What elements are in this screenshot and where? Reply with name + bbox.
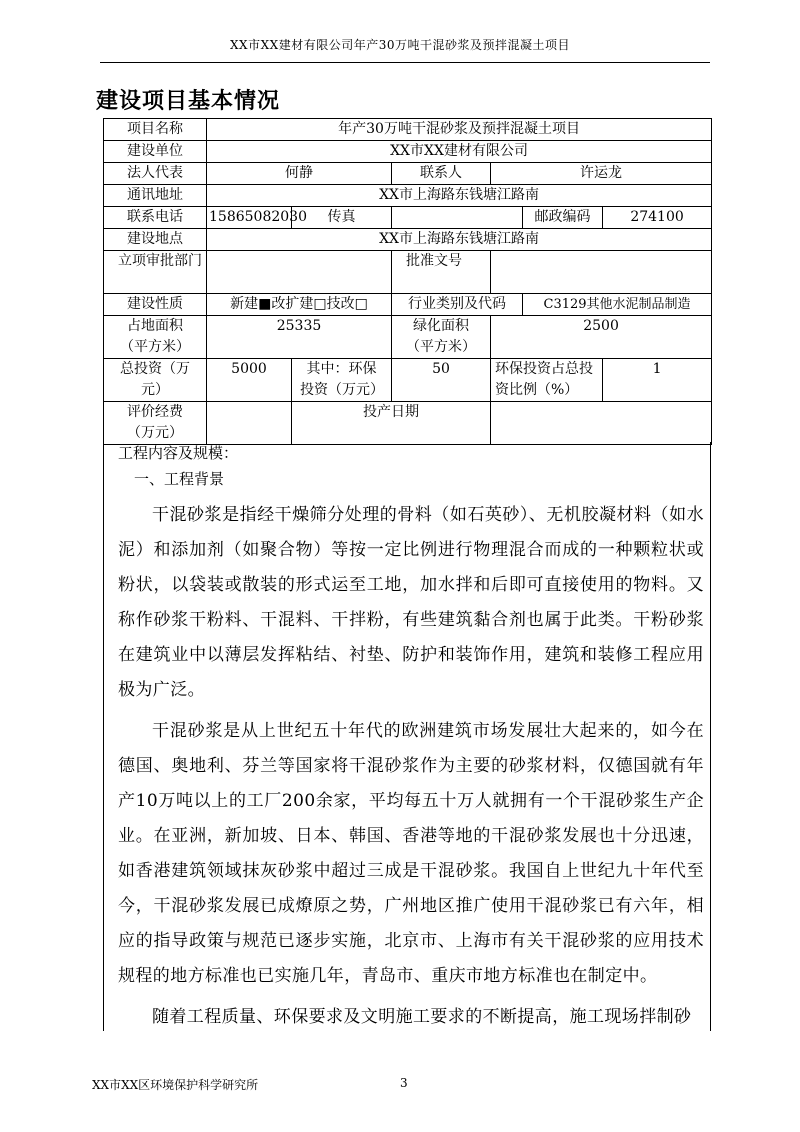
approval-no-value xyxy=(491,251,712,294)
page-number: 3 xyxy=(400,1076,408,1090)
eval-fee-label: 评价经费（万元） xyxy=(104,402,207,445)
content-heading: 工程内容及规模： xyxy=(118,444,239,462)
paragraph: 干混砂浆是指经干燥筛分处理的骨料（如石英砂）、无机胶凝材料（如水泥）和添加剂（如聚合物）等按一定比例进行物理混合而成的一种颗粒状或粉状，以袋装或散装的形式运至工地，加水拌和后即可直接使用的物料。又称作砂浆干粉料、干混料、干拌粉，有些建筑黏合剂也属于此类。干粉砂浆在建筑业中以薄层发挥粘结、衬垫、防护和装饰作用，建筑和装修工程应用极为广泛。 xyxy=(118,505,704,700)
env-ratio-value: 1 xyxy=(603,359,712,402)
project-name-value: 年产30万吨干混砂浆及预拌混凝土项目 xyxy=(207,119,712,141)
approval-dept-label: 立项审批部门 xyxy=(104,251,207,294)
page-title: 建设项目基本情况 xyxy=(96,89,281,114)
paragraph: 随着工程质量、环保要求及文明施工要求的不断提高，施工现场拌制砂 xyxy=(152,1007,692,1027)
prod-date-value xyxy=(491,402,712,445)
approval-no-label: 批准文号 xyxy=(392,251,491,294)
approval-dept-value xyxy=(207,251,392,294)
running-header: XX市XX建材有限公司年产30万吨干混砂浆及预拌混凝土项目 xyxy=(230,38,570,52)
paragraph: 干混砂浆是从上世纪五十年代的欧洲建筑市场发展壮大起来的，如今在德国、奥地利、芬兰等国家将干混砂浆作为主要的砂浆材料，仅德国就有年产10万吨以上的工厂200余家，平均每五十万人就拥有一个干混砂浆生产企业。在亚洲，新加坡、日本、韩国、香港等地的干混砂浆发展也十分迅速，如香港建筑领域抹灰砂浆中超过三成是干混砂浆。我国自上世纪九十年代至今，干混砂浆发展已成燎原之势，广州地区推广使用干混砂浆已有六年，相应的指导政策与规范已逐步实施，北京市、上海市有关干混砂浆的应用技术规程的地方标准也已实施几年，青岛市、重庆市地方标准也在制定中。 xyxy=(118,721,704,986)
invest-label: 总投资（万元） xyxy=(104,359,207,402)
area-label: 占地面积（平方米） xyxy=(104,316,207,359)
unit-label: 建设单位 xyxy=(104,141,207,163)
unit-value: XX市XX建材有限公司 xyxy=(207,141,712,163)
site-label: 建设地点 xyxy=(104,229,207,251)
fax-value xyxy=(392,207,523,229)
contact-value: 许运龙 xyxy=(491,163,712,185)
project-info-table xyxy=(103,118,712,445)
legal-rep-label: 法人代表 xyxy=(104,163,207,185)
nature-label: 建设性质 xyxy=(104,294,207,316)
legal-rep-value: 何静 xyxy=(207,163,392,185)
footer-institute: XX市XX区环境保护科学研究所 xyxy=(92,1078,259,1092)
contact-label: 联系人 xyxy=(392,163,491,185)
env-ratio-label: 环保投资占总投资比例（%） xyxy=(491,359,603,402)
postcode-label: 邮政编码 xyxy=(523,207,603,229)
phone-label: 联系电话 xyxy=(104,207,207,229)
industry-label: 行业类别及代码 xyxy=(392,294,523,316)
prod-date-label: 投产日期 xyxy=(292,402,491,445)
project-content-section xyxy=(103,442,711,1031)
fax-label: 传真 xyxy=(292,207,392,229)
phone-value: 15865082030 xyxy=(207,207,292,229)
nature-value: 新建■改扩建□技改□ xyxy=(207,294,392,316)
address-value: XX市上海路东钱塘江路南 xyxy=(207,185,712,207)
green-value: 2500 xyxy=(491,316,712,359)
content-subheading: 一、工程背景 xyxy=(134,470,225,488)
env-invest-label: 其中：环保投资（万元） xyxy=(292,359,392,402)
env-invest-value: 50 xyxy=(392,359,491,402)
site-value: XX市上海路东钱塘江路南 xyxy=(207,229,712,251)
project-name-label: 项目名称 xyxy=(104,119,207,141)
postcode-value: 274100 xyxy=(603,207,712,229)
area-value: 25335 xyxy=(207,316,392,359)
invest-value: 5000 xyxy=(207,359,292,402)
green-label: 绿化面积（平方米） xyxy=(392,316,491,359)
address-label: 通讯地址 xyxy=(104,185,207,207)
industry-value: C3129其他水泥制品制造 xyxy=(523,294,712,316)
eval-fee-value xyxy=(207,402,292,445)
header-divider xyxy=(100,62,710,63)
